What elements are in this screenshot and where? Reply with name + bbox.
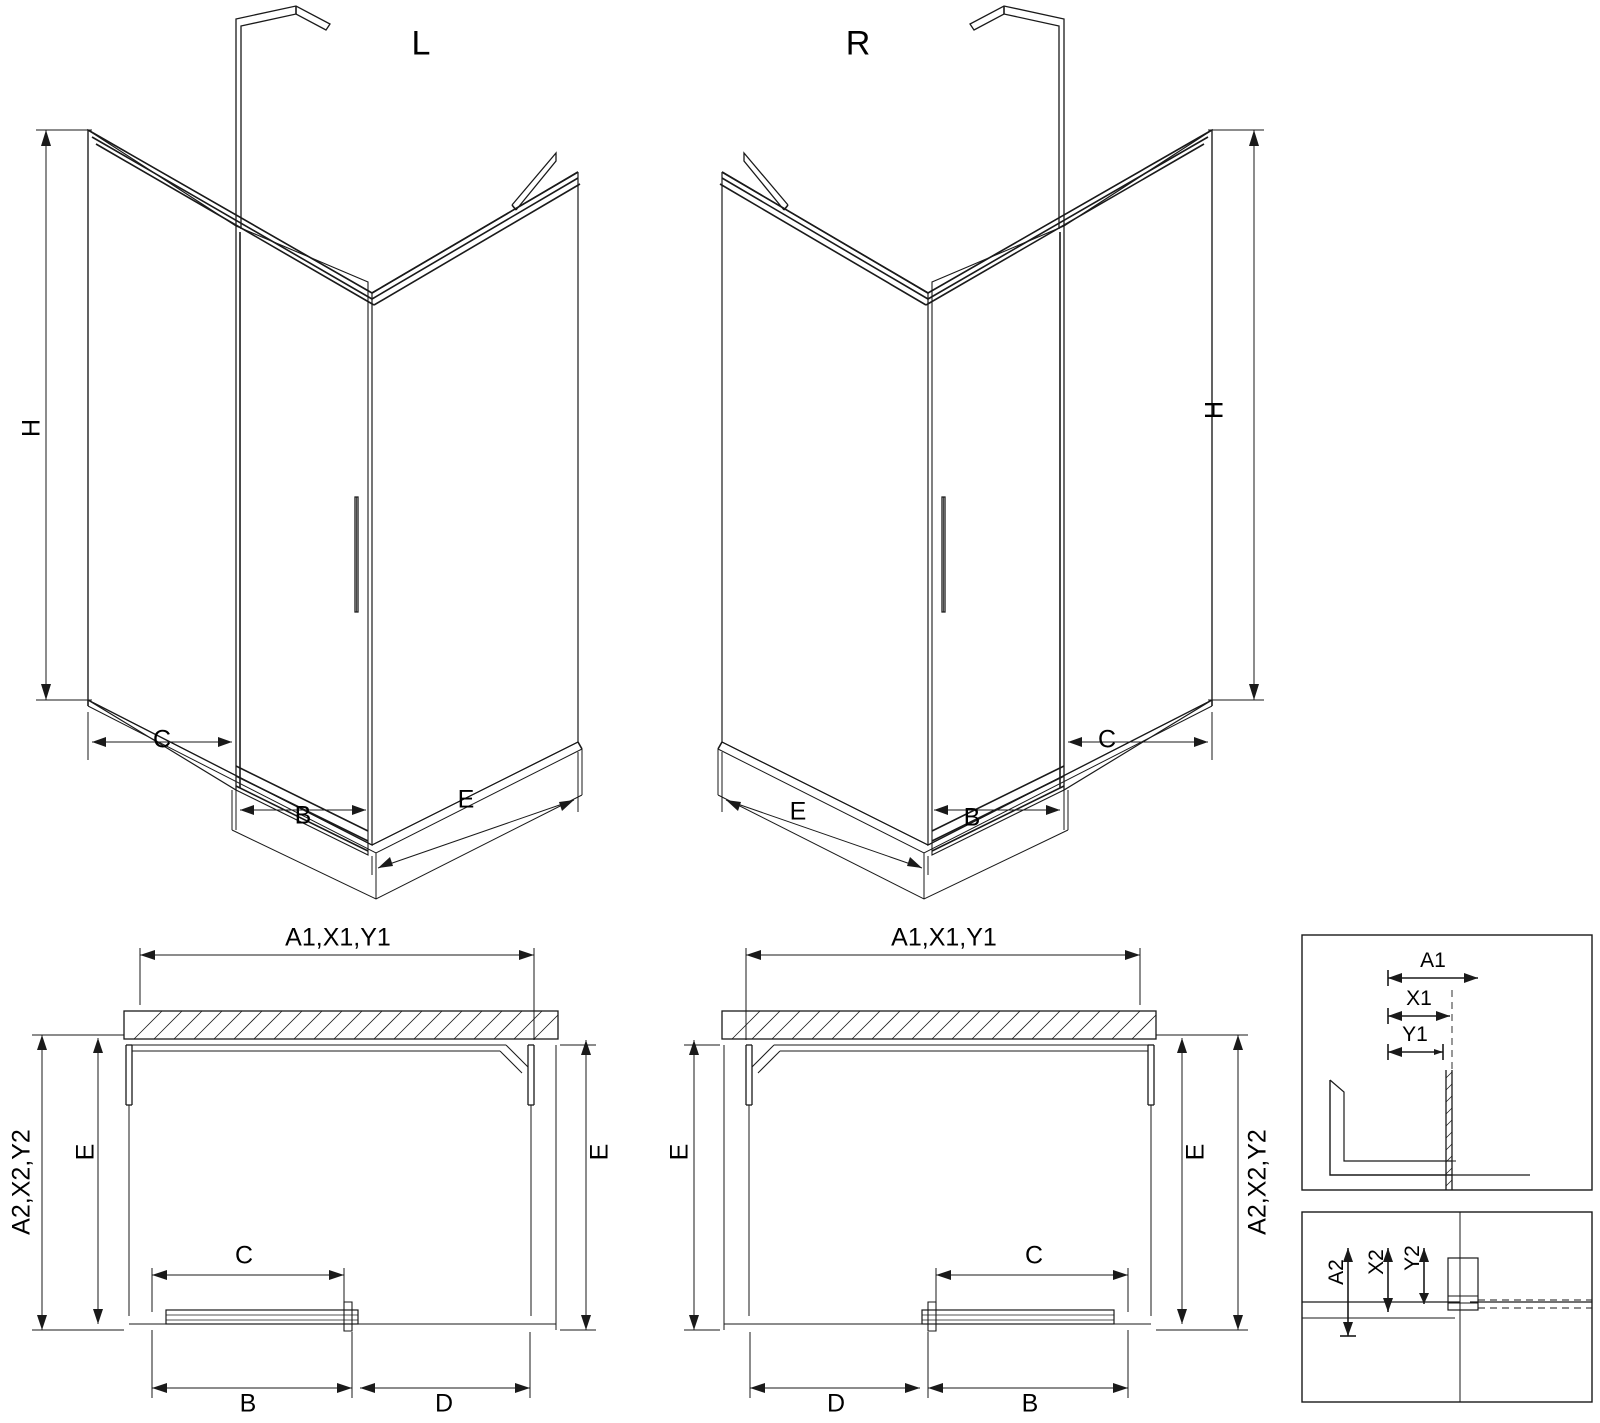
detail-bottom-label-a2: A2 xyxy=(1325,1259,1348,1285)
plan-right-bottom-label-d: D xyxy=(826,1389,846,1418)
iso-right-base-label-e: E xyxy=(789,797,807,826)
detail-top-label-a1: A1 xyxy=(1420,949,1446,972)
iso-left-height-label: H xyxy=(17,418,46,438)
detail-top-label-y1: Y1 xyxy=(1402,1023,1428,1046)
plan-left-depth-label-e: E xyxy=(71,1143,100,1161)
plan-right-dims xyxy=(684,948,1248,1398)
iso-left-base-label-b: B xyxy=(294,801,312,830)
iso-left-base-label-e: E xyxy=(457,785,475,814)
iso-right-handing-label: R xyxy=(845,24,871,63)
iso-right-height-label: H xyxy=(1200,400,1229,420)
iso-right-base-label-b: B xyxy=(963,803,981,832)
plan-left-side-label: A2,X2,Y2 xyxy=(7,1129,36,1235)
iso-left-dim-H xyxy=(36,130,92,700)
plan-right-depth-label-e-left: E xyxy=(665,1143,694,1161)
plan-right-mid-label-c: C xyxy=(1024,1241,1044,1270)
plan-right-bottom-label-b: B xyxy=(1021,1389,1039,1418)
plan-left-dims xyxy=(32,948,596,1398)
plan-right-top-label: A1,X1,Y1 xyxy=(891,923,997,952)
plan-left-top-label: A1,X1,Y1 xyxy=(285,923,391,952)
iso-left-handing-label: L xyxy=(411,24,431,63)
iso-right-base-label-c: C xyxy=(1097,725,1117,754)
detail-bottom-label-y2: Y2 xyxy=(1401,1245,1424,1271)
detail-top-box xyxy=(1302,935,1592,1190)
iso-right-enclosure xyxy=(718,6,1212,899)
iso-right-base-dims xyxy=(722,712,1212,875)
plan-right-side-label: A2,X2,Y2 xyxy=(1243,1129,1272,1235)
iso-left-base-label-c: C xyxy=(152,725,172,754)
detail-top-label-x1: X1 xyxy=(1406,987,1432,1010)
plan-right-depth-label-e: E xyxy=(1181,1143,1210,1161)
detail-bottom-box xyxy=(1302,1212,1592,1402)
plan-left-view xyxy=(124,1011,558,1331)
plan-left-mid-label-c: C xyxy=(234,1241,254,1270)
iso-left-enclosure xyxy=(88,6,582,899)
plan-right-view xyxy=(722,1011,1156,1331)
detail-bottom-label-x2: X2 xyxy=(1365,1249,1388,1275)
plan-left-bottom-label-b: B xyxy=(239,1389,257,1418)
plan-left-depth-label-e-right: E xyxy=(585,1143,614,1161)
plan-left-bottom-label-d: D xyxy=(434,1389,454,1418)
